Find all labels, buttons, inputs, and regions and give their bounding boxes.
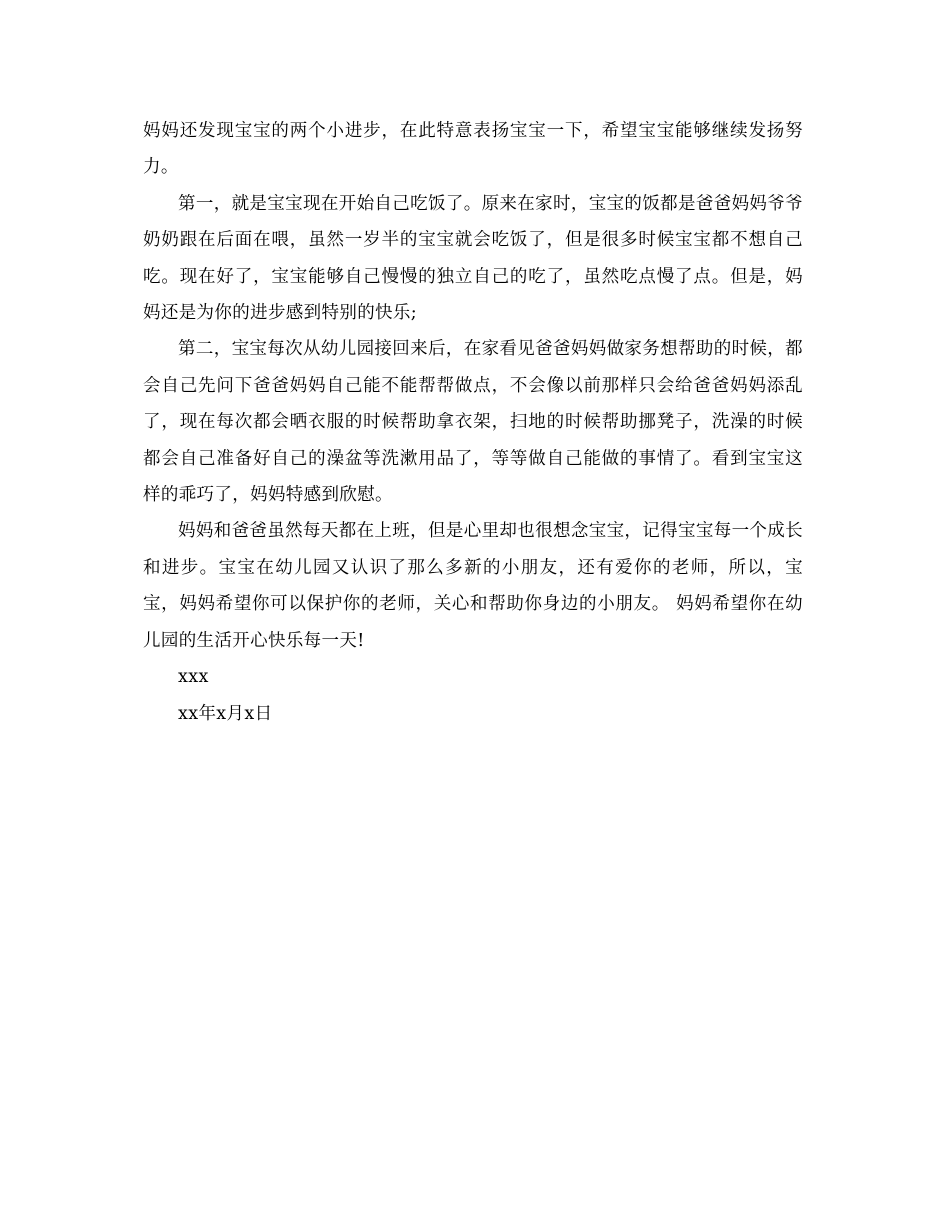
letter-date: xx年x月x日 bbox=[178, 703, 273, 724]
paragraph-first-progress: 第一，就是宝宝现在开始自己吃饭了。原来在家时，宝宝的饭都是爸爸妈妈爷爷奶奶跟在后面在喂，虽然一岁半的宝宝就会吃饭了，但是很多时候宝宝都不想自己吃。现在好了，宝宝能够自己慢慢的独立自己的吃了，虽然吃点慢了点。但是，妈妈还是为你的进步感到特别的快乐; bbox=[143, 193, 803, 324]
paragraph-intro: 妈妈还发现宝宝的两个小进步，在此特意表扬宝宝一下，希望宝宝能够继续发扬努力。 bbox=[143, 121, 803, 178]
paragraph-closing: 妈妈和爸爸虽然每天都在上班，但是心里却也很想念宝宝，记得宝宝每一个成长和进步。宝宝在幼儿园又认识了那么多新的小朋友，还有爱你的老师，所以，宝宝，妈妈希望你可以保护你的老师，关心和帮助你身边的小朋友。 妈妈希望你在幼儿园的生活开心快乐每一天! bbox=[143, 521, 803, 651]
letter-body bbox=[143, 113, 803, 732]
paragraph-second-progress: 第二，宝宝每次从幼儿园接回来后，在家看见爸爸妈妈做家务想帮助的时候，都会自己先问下爸爸妈妈自己能不能帮帮做点，不会像以前那样只会给爸爸妈妈添乱了，现在每次都会晒衣服的时候帮助拿衣架，扫地的时候帮助挪凳子，洗澡的时候都会自己准备好自己的澡盆等洗漱用品了，等等做自己能做的事情了。看到宝宝这样的乖巧了，妈妈特感到欣慰。 bbox=[143, 339, 803, 506]
signature: xxx bbox=[178, 667, 209, 688]
